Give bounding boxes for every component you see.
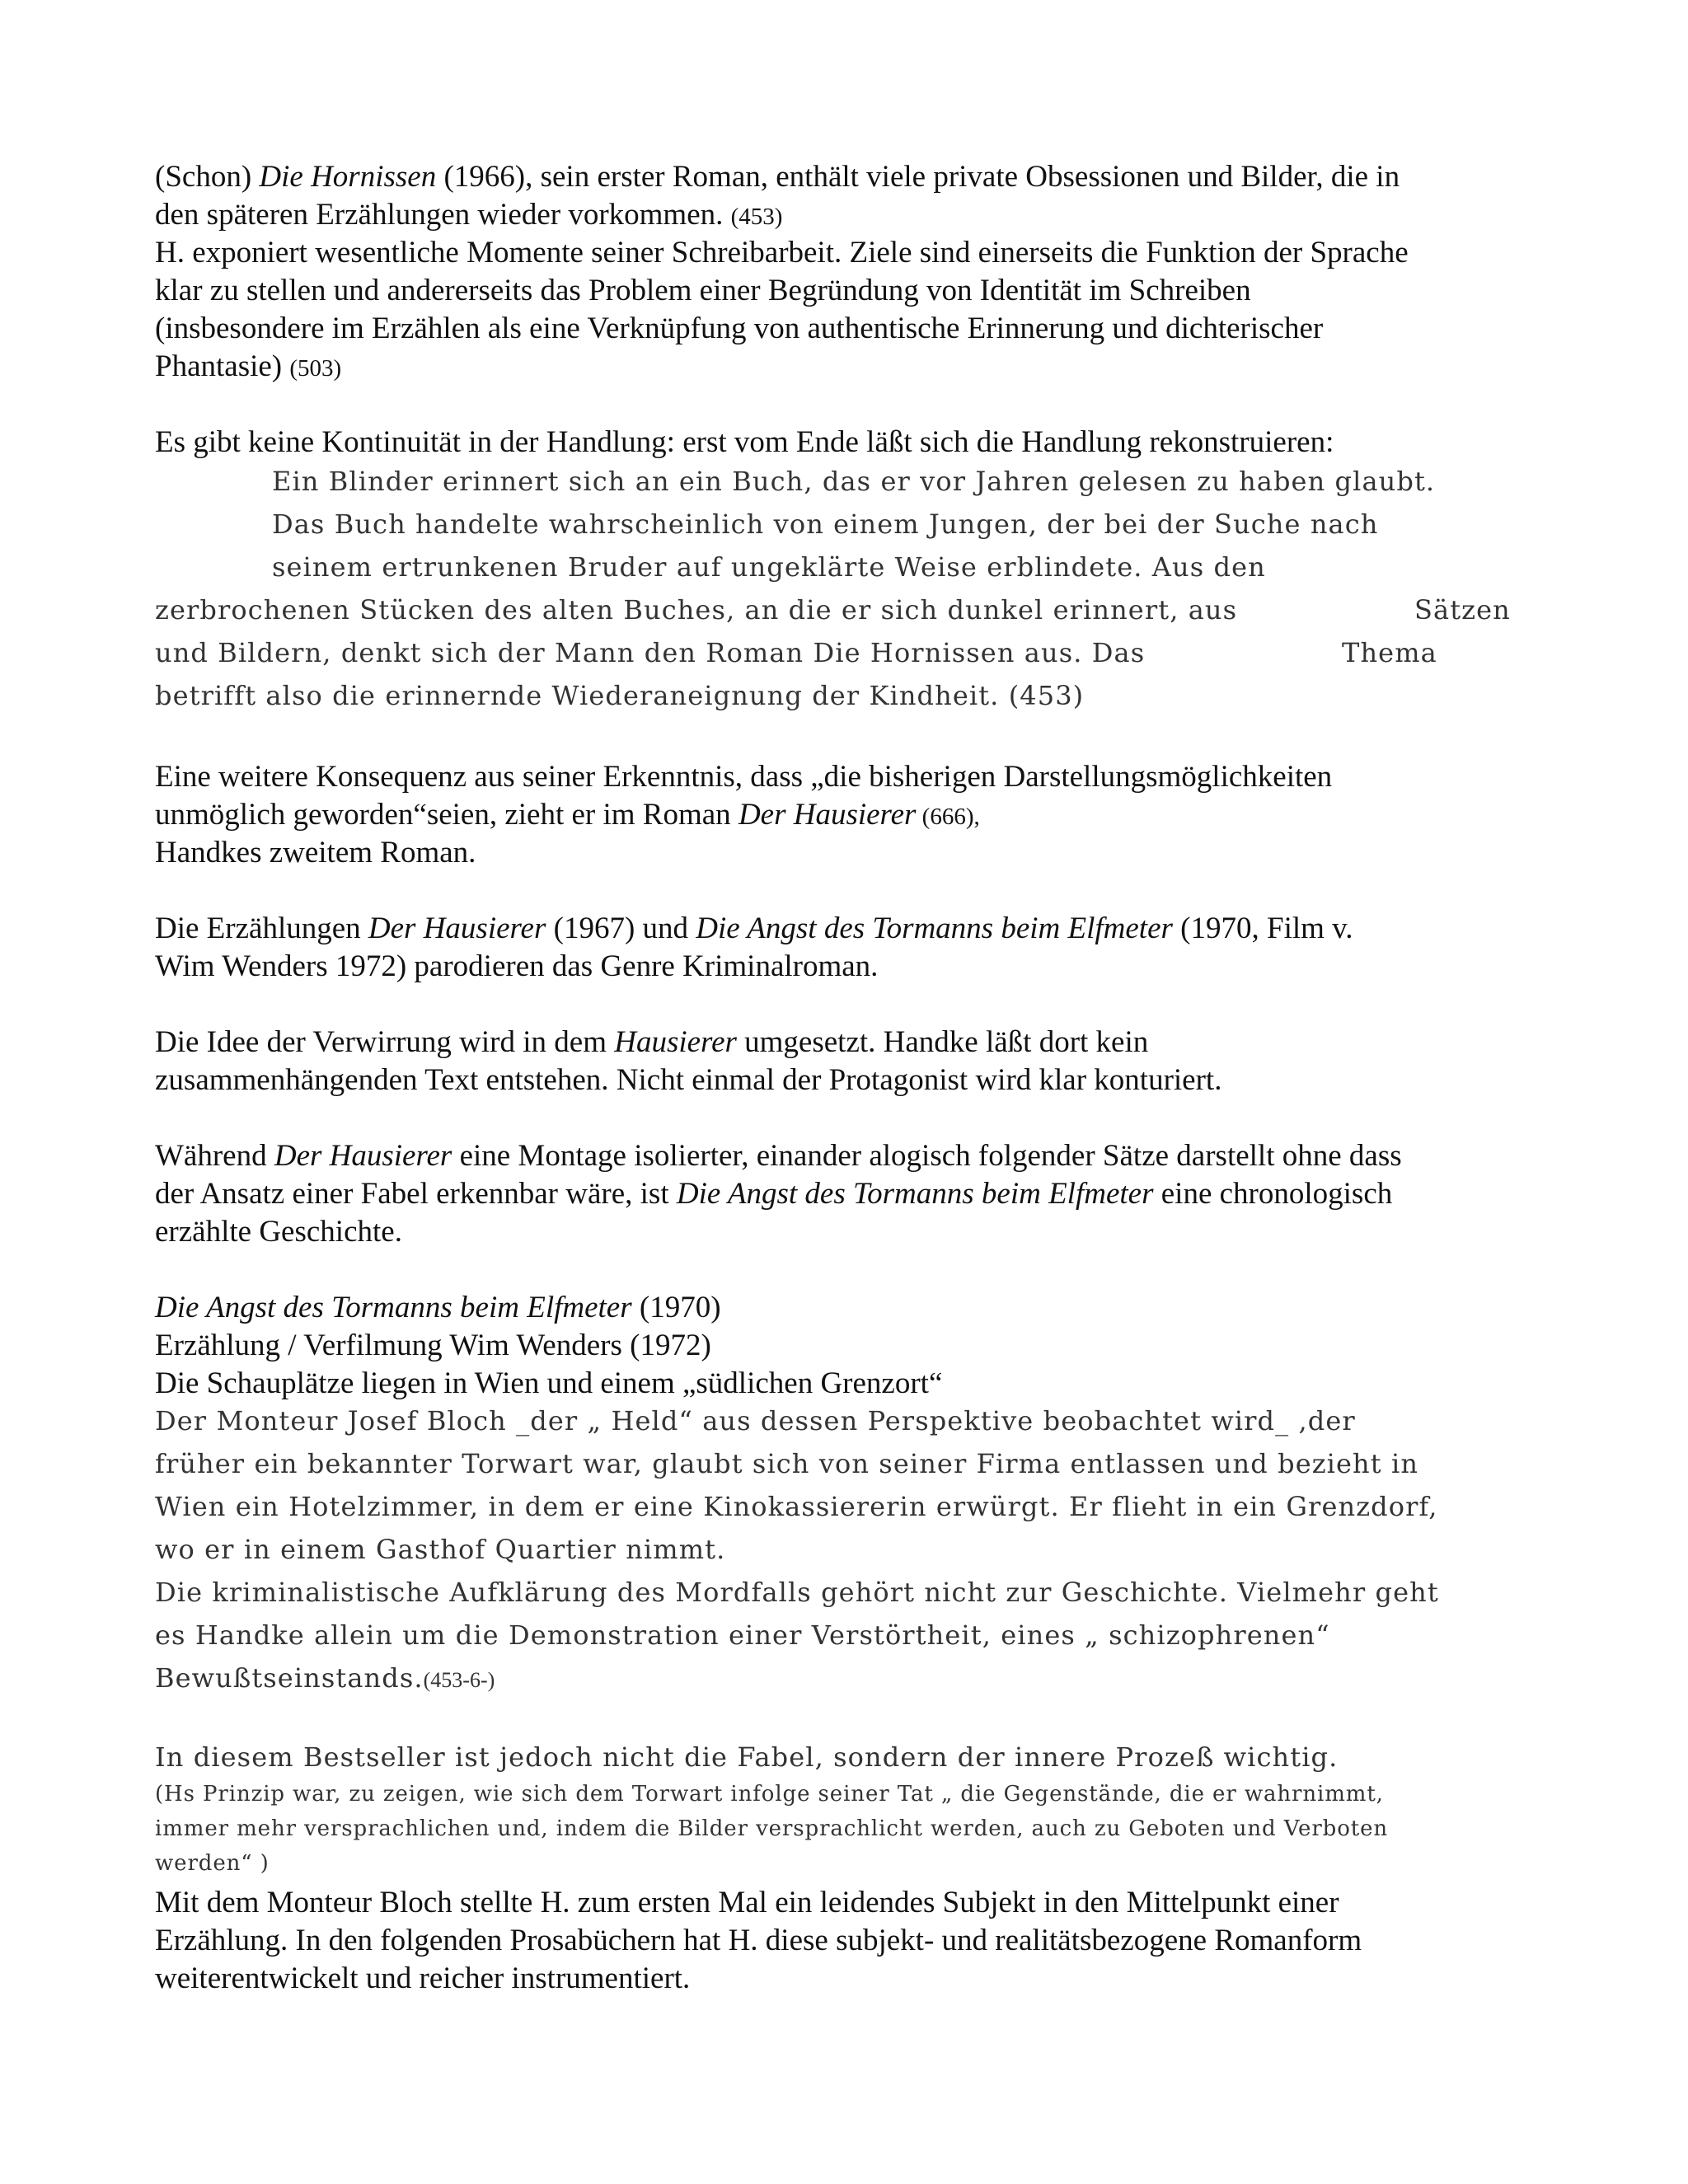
quote-line: Das Buch handelte wahrscheinlich von einem Jungen, der bei der Suche nach bbox=[272, 509, 1379, 540]
quote-line: es Handke allein um die Demonstration einer Verstörtheit, eines „ schizophrenen“ bbox=[155, 1619, 1330, 1651]
text-line: Wim Wenders 1972) parodieren das Genre Kriminalroman. bbox=[155, 949, 879, 983]
quote-line: betrifft also die erinnernde Wiederaneignung der Kindheit. (453) bbox=[155, 680, 1085, 711]
text-line bbox=[155, 1292, 721, 1323]
text-line: H. exponiert wesentliche Momente seiner Schreibarbeit. Ziele sind einerseits die Funktion der Sprache bbox=[155, 236, 1409, 269]
book-title: Die Hornissen bbox=[259, 160, 437, 194]
quote-line: früher ein bekannter Torwart war, glaubt sich von seiner Firma entlassen und bezieht in bbox=[155, 1448, 1419, 1479]
text: (1970) bbox=[631, 1291, 721, 1324]
quote-line: Wien ein Hotelzimmer, in dem er eine Kinokassiererin erwürgt. Er flieht in ein Grenzdorf, bbox=[155, 1491, 1438, 1522]
book-title: Die Angst des Tormanns beim Elfmeter bbox=[155, 1291, 632, 1324]
text-line bbox=[155, 1027, 1148, 1057]
text-line: Erzählung. In den folgenden Prosabüchern hat H. diese subjekt- und realitätsbezogene Romanform bbox=[155, 1924, 1362, 1957]
quote-line: Thema bbox=[1342, 637, 1437, 668]
page-reference: (453) bbox=[730, 204, 783, 230]
text-line bbox=[155, 1179, 1392, 1209]
text-line: Erzählung / Verfilmung Wim Wenders (1972) bbox=[155, 1329, 711, 1362]
book-title: Hausierer bbox=[614, 1025, 737, 1059]
text: Die Erzählungen bbox=[155, 912, 368, 945]
page-reference: (453-6-) bbox=[423, 1668, 495, 1692]
text-line: klar zu stellen und andererseits das Problem einer Begründung von Identität im Schreiben bbox=[155, 274, 1251, 307]
quote-line: Der Monteur Josef Bloch _der „ Held“ aus dessen Perspektive beobachtet wird_ ,der bbox=[155, 1405, 1356, 1436]
text-line: zusammenhängenden Text entstehen. Nicht einmal der Protagonist wird klar konturiert. bbox=[155, 1063, 1222, 1097]
text: eine chronologisch bbox=[1153, 1177, 1393, 1211]
text-line: Die Schauplätze liegen in Wien und einem „südlichen Grenzort“ bbox=[155, 1366, 943, 1400]
text-line: Handkes zweitem Roman. bbox=[155, 836, 476, 869]
text: Die Idee der Verwirrung wird in dem bbox=[155, 1025, 615, 1059]
text-line bbox=[155, 799, 980, 830]
quote-line: Die kriminalistische Aufklärung des Mordfalls gehört nicht zur Geschichte. Vielmehr geht bbox=[155, 1577, 1439, 1608]
quote-line: Sätzen bbox=[1414, 594, 1511, 626]
text: der Ansatz einer Fabel erkennbar wäre, ist bbox=[155, 1177, 677, 1211]
book-title: Der Hausierer bbox=[274, 1139, 452, 1173]
note-line: (Hs Prinzip war, zu zeigen, wie sich dem Torwart infolge seiner Tat „ die Gegenstände, die er wahrnimmt, bbox=[155, 1782, 1384, 1807]
text: (Schon) bbox=[155, 160, 260, 194]
text-line: weiterentwickelt und reicher instrumentiert. bbox=[155, 1961, 691, 1995]
page-reference: (503) bbox=[289, 355, 342, 382]
text-line: Eine weitere Konsequenz aus seiner Erkenntnis, dass „die bisherigen Darstellungsmöglichkeiten bbox=[155, 760, 1333, 794]
text: den späteren Erzählungen wieder vorkommen. bbox=[155, 198, 731, 232]
text: Phantasie) bbox=[155, 349, 290, 383]
quote-line: wo er in einem Gasthof Quartier nimmt. bbox=[155, 1534, 726, 1565]
quote-line bbox=[155, 1662, 495, 1694]
text-line: erzählte Geschichte. bbox=[155, 1215, 402, 1249]
text: (1970, Film v. bbox=[1172, 912, 1353, 945]
book-title: Die Angst des Tormanns beim Elfmeter bbox=[676, 1177, 1154, 1211]
quote-line: zerbrochenen Stücken des alten Buches, an die er sich dunkel erinnert, aus bbox=[155, 594, 1238, 626]
text-line bbox=[155, 351, 341, 382]
text-line: Mit dem Monteur Bloch stellte H. zum ersten Mal ein leidendes Subjekt in den Mittelpunkt einer bbox=[155, 1886, 1339, 1919]
text: Während bbox=[155, 1139, 274, 1173]
note-line: werden“ ) bbox=[155, 1851, 270, 1876]
text-line: (insbesondere im Erzählen als eine Verknüpfung von authentische Erinnerung und dichterischer bbox=[155, 312, 1324, 345]
book-title: Der Hausierer bbox=[368, 912, 546, 945]
text-line bbox=[155, 913, 1353, 944]
text: (1966), sein erster Roman, enthält viele private Obsessionen und Bilder, die in bbox=[436, 160, 1400, 194]
quote-line: seinem ertrunkenen Bruder auf ungeklärte Weise erblindete. Aus den bbox=[272, 551, 1266, 583]
page-reference: (666), bbox=[916, 804, 980, 830]
quote-line: In diesem Bestseller ist jedoch nicht die Fabel, sondern der innere Prozeß wichtig. bbox=[155, 1741, 1339, 1773]
text: (1967) und bbox=[546, 912, 696, 945]
quote-line: und Bildern, denkt sich der Mann den Roman Die Hornissen aus. Das bbox=[155, 637, 1146, 668]
quote-line: Ein Blinder erinnert sich an ein Buch, das er vor Jahren gelesen zu haben glaubt. bbox=[272, 466, 1436, 497]
text-line bbox=[155, 162, 1400, 192]
text-line: Es gibt keine Kontinuität in der Handlung: erst vom Ende läßt sich die Handlung rekonstruieren: bbox=[155, 425, 1334, 459]
text: unmöglich geworden“seien, zieht er im Roman bbox=[155, 798, 738, 832]
text: umgesetzt. Handke läßt dort kein bbox=[736, 1025, 1149, 1059]
text-line bbox=[155, 1141, 1402, 1171]
book-title: Die Angst des Tormanns beim Elfmeter bbox=[696, 912, 1173, 945]
text: eine Montage isolierter, einander alogisch folgender Sätze darstellt ohne dass bbox=[452, 1139, 1402, 1173]
note-line: immer mehr versprachlichen und, indem die Bilder versprachlicht werden, auch zu Geboten und Verboten bbox=[155, 1816, 1389, 1841]
text: Bewußtseinstands. bbox=[155, 1662, 424, 1694]
text-line bbox=[155, 199, 782, 230]
book-title: Der Hausierer bbox=[738, 798, 917, 832]
